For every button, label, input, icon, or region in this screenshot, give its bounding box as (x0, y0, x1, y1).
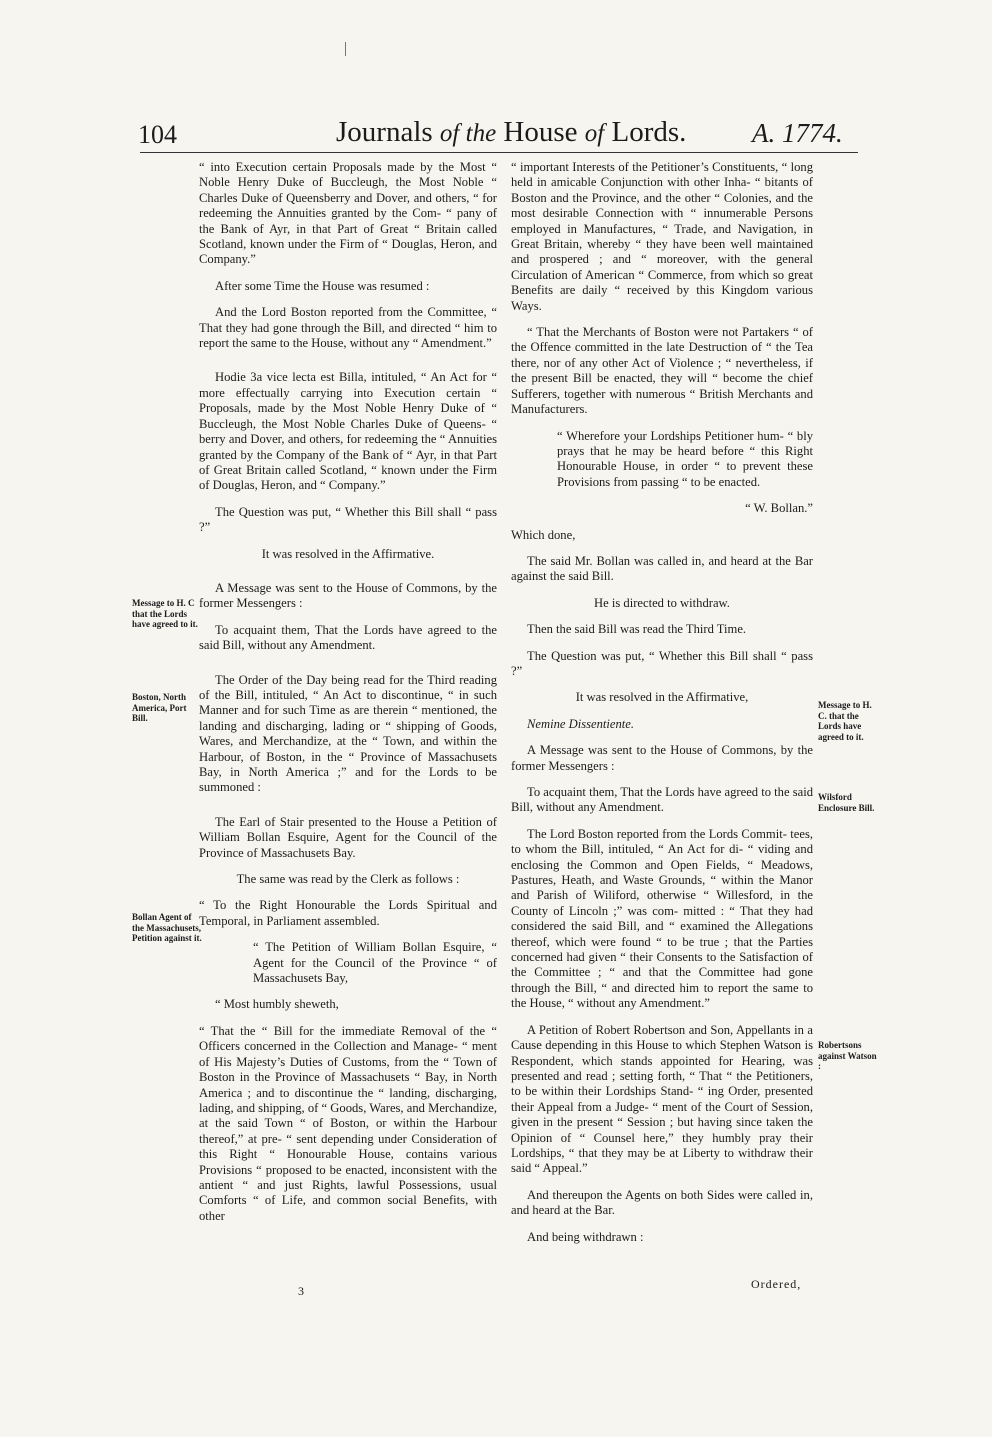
paragraph: “ The Petition of William Bollan Esquire, “ Agent for the Council of the Province “ of Massachusets Bay, (253, 940, 497, 986)
title-of: of (584, 120, 605, 147)
running-title (336, 116, 686, 149)
paragraph: It was resolved in the Affirmative, (575, 690, 749, 705)
paragraph: “ Most humbly sheweth, (215, 997, 339, 1012)
paragraph: The Lord Boston reported from the Lords Commit- tees, to whom the Bill, intituled, “ An Act for di- “ viding and enclosing the Common and Open Fields, “ Meadows, Pastures, Heath, and Waste Grounds, “ within the Manor and Parish of Wiliford, otherwise “ Willesford, in the County of Lincoln ;” was com- mitted : “ That they had considered the said Bill, and “ examined the Allegations thereof, which were found “ to be true ; that the Parties concerned had given “ their Consents to the Satisfaction of the Committee ; “ and that the Committee had gone through the Bill, “ and directed him to report the same to the House, “ without any Amendment.” (511, 826, 813, 1011)
title-house: House (503, 116, 578, 148)
paragraph: “ Wherefore your Lordships Petitioner hum- “ bly prays that he may be heard before “ this Right Honourable House, in order “ to prevent these Provisions from passing “ to be enacted. (557, 428, 813, 489)
signature-mark: 3 (298, 1284, 304, 1298)
paragraph: “ important Interests of the Petitioner’s Constituents, “ long held in amicable Conjunction with other Inha- “ bitants of Boston and the Province, and the other “ Colonies, and the most desirable Connection with “ innumerable Persons employed in Manufactures, “ Trade, and Navigation, in Great Britain, whereby “ they have been well maintained and prospered ; and “ moreover, with the general Circulation of American “ Commerce, from which so great Benefits are daily “ received by this Kingdom various Ways. (511, 160, 813, 313)
header-rule (140, 152, 858, 153)
margin-note: Message to H. C. that the Lords have agreed to it. (818, 700, 872, 742)
paragraph: “ That the “ Bill for the immediate Removal of the “ Officers concerned in the Collection and Manage- “ ment of His Majesty’s Duties of Customs, from the “ Town of Boston in the Province of Massachusets “ Bay, in North America ; and to discontinue the “ landing, discharging, lading, and shipping, of “ Goods, Wares, and Merchandize, at the said Town “ of Boston, or within the Harbour thereof,” at pre- “ sent depending under Consideration of this Right “ Honourable House, contains various Provisions “ proposed to be enacted, inconsistent with the antient “ and just Rights, lawful Possessions, usual Comforts “ of Life, and common social Benefits, with other (199, 1023, 497, 1223)
title-lords: Lords. (611, 116, 687, 148)
title-journals: Journals (336, 116, 433, 148)
paragraph: The Question was put, “ Whether this Bill shall “ pass ?” (511, 648, 813, 678)
paragraph: A Message was sent to the House of Commons, by the former Messengers : (511, 743, 813, 773)
margin-note: Bollan Agent of the Massachusets, Petition against it. (132, 912, 202, 943)
paragraph: After some Time the House was resumed : (215, 278, 430, 293)
paragraph: A Petition of Robert Robertson and Son, Appellants in a Cause depending in this House to which Stephen Watson is Respondent, which stands appointed for Hearing, was presented and read ; setting forth, “ That “ the Petitioners, to be within their Lordships Stand- “ ing Order, presented their Appeal from a Judge- “ ment of the Court of Session, given in the present “ Session ; but having since taken the Opinion of “ Counsel here,” they humbly pray their Lordships, “ that they may be at Liberty to withdraw their said “ Appeal.” (511, 1022, 813, 1176)
paragraph: “ To the Right Honourable the Lords Spiritual and Temporal, in Parliament assembled. (199, 898, 497, 928)
right-column (511, 160, 813, 1256)
paragraph: And being withdrawn : (527, 1229, 644, 1244)
paragraph: Hodie 3a vice lecta est Billa, intituled, “ An Act for “ more effectually carrying into Execution certain “ Proposals, made by the Most Noble Henry Duke of “ Buccleugh, the Most Noble Charles Duke of Queens- “ berry and Dover, and others, for redeeming the “ Annuities granted by the Company of the Bank of “ Ayr, in that Part of Great Britain called Scotland, “ known under the Firm of Douglas, Heron, and “ Company.” (199, 370, 497, 493)
page-number: 104 (138, 120, 177, 149)
paragraph: And the Lord Boston reported from the Committee, “ That they had gone through the Bill, and directed “ him to report the same to the House, without any “ Amendment.” (199, 305, 497, 351)
paragraph: The Question was put, “ Whether this Bill shall “ pass ?” (199, 504, 497, 535)
paragraph: It was resolved in the Affirmative. (261, 546, 435, 561)
year: A. 1774. (752, 118, 843, 148)
paragraph: To acquaint them, That the Lords have agreed to the said Bill, without any Amendment. (199, 622, 497, 653)
signature: “ W. Bollan.” (745, 501, 813, 516)
paragraph: To acquaint them, That the Lords have agreed to the said Bill, without any Amendment. (511, 785, 813, 815)
margin-note: Boston, North America, Port Bill. (132, 692, 187, 723)
paragraph: “ into Execution certain Proposals made by the Most “ Noble Henry Duke of Buccleugh, the Most Noble “ Charles Duke of Queensberry and Dover, and others, “ for redeeming the Annuities granted by the Com- “ pany of the Bank of Ayr, in that Part of Great “ Britain called Scotland, known under the Firm of “ Douglas, Heron, and Company.” (199, 160, 497, 267)
paragraph: Then the said Bill was read the Third Time. (527, 622, 747, 637)
paragraph: The Earl of Stair presented to the House a Petition of William Bollan Esquire, Agent for the Council of the Province of Massachusets Bay. (199, 814, 497, 860)
paragraph: The Order of the Day being read for the Third reading of the Bill, intituled, “ An Act to discontinue, “ in such Manner and for such Time as are therein “ mentioned, the landing and discharging, lading or “ shipping of Goods, Wares, and Merchandize, at the “ Town, and within the Harbour, of Boston, in the “ Province of Massachusets Bay, in North America ;” and for the Lords to be summoned : (199, 672, 497, 795)
catchword: Ordered, (751, 1277, 802, 1291)
paragraph: A Message was sent to the House of Commons, by the former Messengers : (199, 580, 497, 611)
margin-note: Wilsford Enclosure Bill. (818, 792, 875, 813)
paragraph: Nemine Dissentiente. (527, 716, 635, 731)
paragraph: “ That the Merchants of Boston were not Partakers “ of the Offence committed in the late Destruction of “ the Tea there, nor of any other Act of Violence ; “ nevertheless, if the present Bill be enacted, they will “ become the chief Sufferers, together with numerous “ British Merchants and Manufacturers. (511, 325, 813, 417)
ink-mark (345, 42, 346, 56)
title-of-the: of the (439, 120, 497, 147)
left-column (199, 160, 497, 1235)
paragraph: He is directed to withdraw. (594, 595, 730, 610)
margin-note: Message to H. C that the Lords have agreed to it. (132, 598, 198, 629)
paragraph: The same was read by the Clerk as follows : (236, 872, 460, 887)
margin-note: Robertsons against Watson : (818, 1040, 877, 1071)
paragraph: Which done, (511, 527, 576, 542)
paragraph: The said Mr. Bollan was called in, and heard at the Bar against the said Bill. (511, 553, 813, 584)
paragraph: And thereupon the Agents on both Sides were called in, and heard at the Bar. (511, 1187, 813, 1218)
